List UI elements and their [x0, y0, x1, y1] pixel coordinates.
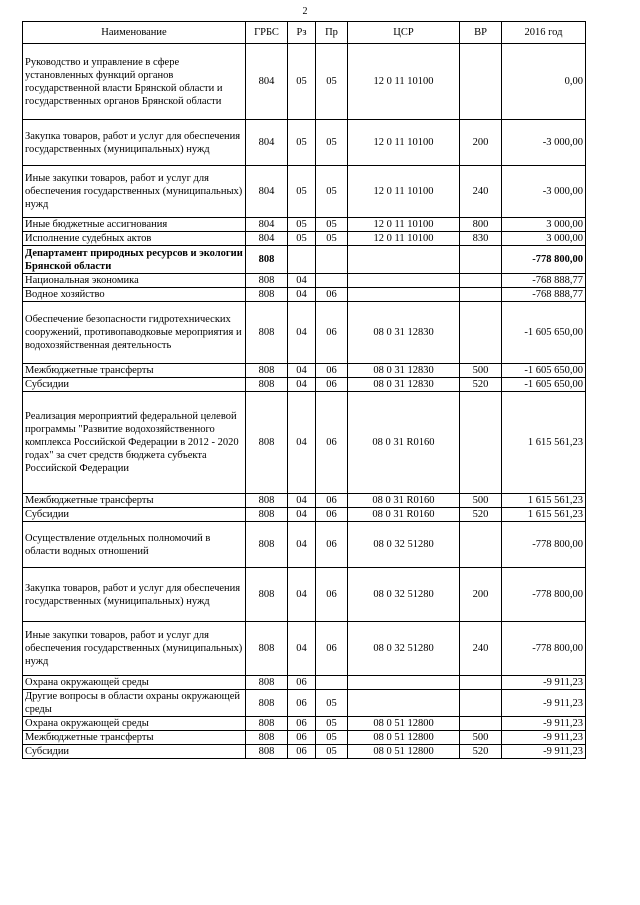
- cell-vr: 200: [460, 568, 502, 622]
- page-number: 2: [302, 6, 308, 17]
- cell-csr: [348, 246, 460, 274]
- header-pr: Пр: [316, 22, 348, 44]
- cell-rz: [288, 246, 316, 274]
- cell-pr: 06: [316, 494, 348, 508]
- table-row: [23, 302, 586, 364]
- table-row: [23, 622, 586, 676]
- cell-csr: [348, 676, 460, 690]
- cell-name: Исполнение судебных актов: [23, 232, 246, 246]
- cell-amount: -778 800,00: [502, 568, 586, 622]
- cell-amount: -1 605 650,00: [502, 302, 586, 364]
- cell-pr: 05: [316, 690, 348, 717]
- cell-rz: 06: [288, 676, 316, 690]
- cell-amount: -9 911,23: [502, 745, 586, 759]
- cell-name: Межбюджетные трансферты: [23, 364, 246, 378]
- cell-rz: 04: [288, 364, 316, 378]
- cell-amount: -9 911,23: [502, 717, 586, 731]
- cell-pr: [316, 676, 348, 690]
- cell-pr: 06: [316, 392, 348, 494]
- table-row: [23, 494, 586, 508]
- cell-amount: 1 615 561,23: [502, 494, 586, 508]
- table-row: [23, 288, 586, 302]
- cell-name: Иные бюджетные ассигнования: [23, 218, 246, 232]
- cell-vr: [460, 522, 502, 568]
- cell-vr: [460, 676, 502, 690]
- cell-vr: [460, 302, 502, 364]
- cell-vr: 500: [460, 494, 502, 508]
- cell-name: Субсидии: [23, 378, 246, 392]
- cell-vr: 800: [460, 218, 502, 232]
- cell-amount: -9 911,23: [502, 690, 586, 717]
- cell-pr: 05: [316, 717, 348, 731]
- cell-vr: [460, 690, 502, 717]
- cell-csr: 08 0 31 12830: [348, 302, 460, 364]
- cell-csr: 08 0 31 12830: [348, 364, 460, 378]
- cell-vr: [460, 288, 502, 302]
- cell-pr: 06: [316, 378, 348, 392]
- cell-amount: 1 615 561,23: [502, 392, 586, 494]
- cell-csr: 08 0 32 51280: [348, 522, 460, 568]
- cell-name: Осуществление отдельных полномочий в области водных отношений: [23, 522, 246, 568]
- cell-name: Субсидии: [23, 508, 246, 522]
- cell-pr: 05: [316, 218, 348, 232]
- cell-grbs: 804: [246, 44, 288, 120]
- cell-rz: 05: [288, 218, 316, 232]
- cell-grbs: 808: [246, 246, 288, 274]
- cell-vr: [460, 717, 502, 731]
- table-row: [23, 717, 586, 731]
- cell-pr: 05: [316, 166, 348, 218]
- table-row: [23, 232, 586, 246]
- table-row: [23, 120, 586, 166]
- table-row: [23, 364, 586, 378]
- table-row: [23, 166, 586, 218]
- cell-grbs: 808: [246, 274, 288, 288]
- cell-rz: 04: [288, 622, 316, 676]
- cell-name: Охрана окружающей среды: [23, 717, 246, 731]
- cell-vr: [460, 44, 502, 120]
- table-row: [23, 44, 586, 120]
- cell-name: Руководство и управление в сфере установленных функций органов государственной власти Брянской области и государственных органов Брянской области: [23, 44, 246, 120]
- cell-pr: 05: [316, 120, 348, 166]
- cell-amount: -1 605 650,00: [502, 364, 586, 378]
- cell-rz: 04: [288, 494, 316, 508]
- cell-rz: 06: [288, 690, 316, 717]
- table-row: [23, 731, 586, 745]
- cell-pr: [316, 274, 348, 288]
- cell-grbs: 808: [246, 392, 288, 494]
- table-row: [23, 508, 586, 522]
- cell-grbs: 808: [246, 302, 288, 364]
- cell-rz: 04: [288, 568, 316, 622]
- cell-csr: 08 0 32 51280: [348, 622, 460, 676]
- cell-amount: 3 000,00: [502, 232, 586, 246]
- cell-pr: 06: [316, 288, 348, 302]
- cell-rz: 06: [288, 745, 316, 759]
- cell-rz: 05: [288, 44, 316, 120]
- cell-amount: 1 615 561,23: [502, 508, 586, 522]
- header-grbs: ГРБС: [246, 22, 288, 44]
- cell-rz: 04: [288, 378, 316, 392]
- cell-amount: -9 911,23: [502, 731, 586, 745]
- table-row: [23, 676, 586, 690]
- cell-rz: 05: [288, 120, 316, 166]
- cell-name: Субсидии: [23, 745, 246, 759]
- cell-amount: -768 888,77: [502, 274, 586, 288]
- cell-csr: 12 0 11 10100: [348, 44, 460, 120]
- cell-csr: 08 0 51 12800: [348, 745, 460, 759]
- table-row: [23, 392, 586, 494]
- cell-rz: 05: [288, 166, 316, 218]
- cell-csr: [348, 288, 460, 302]
- cell-name: Межбюджетные трансферты: [23, 731, 246, 745]
- cell-csr: [348, 690, 460, 717]
- cell-grbs: 808: [246, 494, 288, 508]
- cell-csr: 08 0 31 12830: [348, 378, 460, 392]
- cell-name: Водное хозяйство: [23, 288, 246, 302]
- cell-pr: 05: [316, 745, 348, 759]
- cell-name: Национальная экономика: [23, 274, 246, 288]
- cell-grbs: 804: [246, 166, 288, 218]
- cell-csr: 12 0 11 10100: [348, 232, 460, 246]
- cell-grbs: 808: [246, 622, 288, 676]
- cell-csr: 12 0 11 10100: [348, 120, 460, 166]
- cell-csr: 08 0 51 12800: [348, 731, 460, 745]
- cell-csr: 08 0 51 12800: [348, 717, 460, 731]
- cell-grbs: 804: [246, 120, 288, 166]
- cell-rz: 04: [288, 274, 316, 288]
- cell-vr: 500: [460, 731, 502, 745]
- table-row: [23, 274, 586, 288]
- cell-amount: -3 000,00: [502, 166, 586, 218]
- cell-name: Иные закупки товаров, работ и услуг для обеспечения государственных (муниципальных) нужд: [23, 166, 246, 218]
- cell-grbs: 808: [246, 522, 288, 568]
- cell-rz: 06: [288, 731, 316, 745]
- header-row: [23, 22, 586, 44]
- table-row: [23, 378, 586, 392]
- cell-pr: 06: [316, 522, 348, 568]
- cell-vr: 240: [460, 166, 502, 218]
- table-row: [23, 522, 586, 568]
- header-rz: Рз: [288, 22, 316, 44]
- cell-rz: 04: [288, 302, 316, 364]
- cell-name: Иные закупки товаров, работ и услуг для обеспечения государственных (муниципальных) нужд: [23, 622, 246, 676]
- cell-pr: 06: [316, 508, 348, 522]
- cell-vr: 500: [460, 364, 502, 378]
- cell-csr: 08 0 31 R0160: [348, 508, 460, 522]
- cell-rz: 05: [288, 232, 316, 246]
- cell-csr: 12 0 11 10100: [348, 218, 460, 232]
- cell-grbs: 808: [246, 568, 288, 622]
- cell-rz: 04: [288, 392, 316, 494]
- cell-amount: -9 911,23: [502, 676, 586, 690]
- cell-rz: 04: [288, 508, 316, 522]
- cell-grbs: 808: [246, 745, 288, 759]
- table-row: [23, 218, 586, 232]
- cell-vr: 830: [460, 232, 502, 246]
- cell-vr: [460, 274, 502, 288]
- cell-name: Департамент природных ресурсов и экологии Брянской области: [23, 246, 246, 274]
- cell-amount: 0,00: [502, 44, 586, 120]
- cell-pr: 05: [316, 232, 348, 246]
- cell-grbs: 804: [246, 232, 288, 246]
- cell-name: Обеспечение безопасности гидротехнических сооружений, противопаводковые мероприятия и водохозяйственная деятельность: [23, 302, 246, 364]
- cell-vr: 520: [460, 378, 502, 392]
- budget-table: [22, 21, 586, 759]
- cell-pr: [316, 246, 348, 274]
- cell-amount: -3 000,00: [502, 120, 586, 166]
- cell-amount: -1 605 650,00: [502, 378, 586, 392]
- cell-grbs: 808: [246, 364, 288, 378]
- cell-grbs: 808: [246, 690, 288, 717]
- cell-grbs: 808: [246, 288, 288, 302]
- cell-amount: -768 888,77: [502, 288, 586, 302]
- cell-rz: 04: [288, 288, 316, 302]
- cell-amount: -778 800,00: [502, 246, 586, 274]
- cell-csr: 12 0 11 10100: [348, 166, 460, 218]
- cell-csr: 08 0 31 R0160: [348, 392, 460, 494]
- cell-pr: 06: [316, 364, 348, 378]
- cell-vr: 200: [460, 120, 502, 166]
- cell-amount: -778 800,00: [502, 522, 586, 568]
- cell-grbs: 808: [246, 378, 288, 392]
- cell-pr: 06: [316, 302, 348, 364]
- cell-name: Другие вопросы в области охраны окружающей среды: [23, 690, 246, 717]
- header-name: Наименование: [23, 22, 246, 44]
- cell-vr: 520: [460, 745, 502, 759]
- cell-grbs: 808: [246, 676, 288, 690]
- cell-grbs: 808: [246, 717, 288, 731]
- cell-grbs: 804: [246, 218, 288, 232]
- table-row: [23, 246, 586, 274]
- cell-rz: 06: [288, 717, 316, 731]
- header-vr: ВР: [460, 22, 502, 44]
- table-row: [23, 745, 586, 759]
- cell-vr: 240: [460, 622, 502, 676]
- cell-name: Закупка товаров, работ и услуг для обеспечения государственных (муниципальных) нужд: [23, 568, 246, 622]
- cell-name: Реализация мероприятий федеральной целевой программы "Развитие водохозяйственного комплекса Российской Федерации в 2012 - 2020 годах" за счет средств бюджета субъекта Российской Федерации: [23, 392, 246, 494]
- cell-amount: -778 800,00: [502, 622, 586, 676]
- cell-rz: 04: [288, 522, 316, 568]
- cell-pr: 06: [316, 568, 348, 622]
- cell-name: Охрана окружающей среды: [23, 676, 246, 690]
- cell-vr: 520: [460, 508, 502, 522]
- header-year: 2016 год: [502, 22, 586, 44]
- cell-csr: [348, 274, 460, 288]
- cell-pr: 05: [316, 731, 348, 745]
- cell-grbs: 808: [246, 508, 288, 522]
- cell-name: Закупка товаров, работ и услуг для обеспечения государственных (муниципальных) нужд: [23, 120, 246, 166]
- cell-pr: 05: [316, 44, 348, 120]
- cell-csr: 08 0 31 R0160: [348, 494, 460, 508]
- header-csr: ЦСР: [348, 22, 460, 44]
- cell-grbs: 808: [246, 731, 288, 745]
- cell-vr: [460, 246, 502, 274]
- table-row: [23, 568, 586, 622]
- cell-name: Межбюджетные трансферты: [23, 494, 246, 508]
- cell-pr: 06: [316, 622, 348, 676]
- cell-vr: [460, 392, 502, 494]
- cell-csr: 08 0 32 51280: [348, 568, 460, 622]
- cell-amount: 3 000,00: [502, 218, 586, 232]
- table-row: [23, 690, 586, 717]
